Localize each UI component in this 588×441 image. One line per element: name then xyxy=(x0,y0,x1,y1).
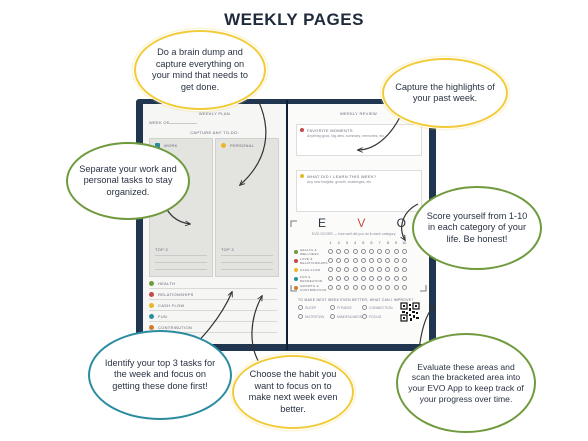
callout-highlights: Capture the highlights of your past week. xyxy=(382,58,508,128)
habit-label: FUN xyxy=(158,313,168,319)
week-of-label: WEEK OF xyxy=(149,120,170,125)
scale-number: 9 xyxy=(394,240,398,245)
habit-label: CASH FLOW xyxy=(158,302,185,308)
arrow-brain-dump xyxy=(240,100,266,185)
improve-option-label: CONNECTION xyxy=(369,305,393,310)
improve-option-label: MINDFULNESS xyxy=(336,314,363,319)
improve-option-label: NUTRITION xyxy=(305,314,325,319)
evo-letter-o: O xyxy=(396,216,408,230)
scale-number: 6 xyxy=(370,240,373,245)
scale-number: 2 xyxy=(337,240,340,245)
callout-separate: Separate your work and personal tasks to stay organized. xyxy=(66,142,190,220)
favorite-title: FAVORITE MOMENTS xyxy=(307,128,353,133)
category-label: HEALTH & WELLNESS xyxy=(300,247,319,256)
evo-hint: EVO SCORE — how well did you do in each category xyxy=(312,232,396,236)
scale-number: 3 xyxy=(345,240,348,245)
callout-habit: Choose the habit you want to focus on to make next week even better. xyxy=(232,355,354,429)
arrow-highlights xyxy=(358,117,400,150)
personal-label: PERSONAL xyxy=(230,143,255,148)
scale-number: 10 xyxy=(401,240,407,245)
improve-option-label: FOCUS xyxy=(369,314,382,319)
callout-brain-dump: Do a brain dump and capture everything on your mind that needs to get done. xyxy=(134,30,266,110)
improve-option-label: SLEEP xyxy=(305,305,317,310)
evo-letter-e: E xyxy=(318,216,329,230)
improve-label: TO MAKE NEXT WEEK EVEN BETTER, WHAT CAN I IMPROVE? xyxy=(298,298,414,302)
favorite-hint: Anything good, big wins, summary, memories, etc. xyxy=(307,134,385,138)
scale-number: 5 xyxy=(362,240,365,245)
arrow-habit xyxy=(252,296,262,364)
top3-left-label: TOP 3 xyxy=(155,247,168,252)
improve-option-label: FITNESS xyxy=(336,305,352,310)
category-label: CASH FLOW xyxy=(300,267,321,272)
habit-label: CONTRIBUTION xyxy=(158,324,193,330)
habit-label: RELATIONSHIPS xyxy=(158,291,194,297)
callout-top3: Identify your top 3 tasks for the week and focus on getting these done first! xyxy=(88,330,232,420)
capture-label: CAPTURE ANY TO-DO: xyxy=(190,130,239,135)
habit-label: HEALTH xyxy=(158,280,176,286)
callout-evaluate: Evaluate these areas and scan the bracketed area into your EVO App to keep track of your progress over time. xyxy=(396,333,536,433)
scale-number: 4 xyxy=(353,240,357,245)
top3-right-label: TOP 3 xyxy=(221,247,234,252)
scale-number: 7 xyxy=(378,240,381,245)
scale-number: 8 xyxy=(386,240,389,245)
weekly-plan-header: WEEKLY PLAN xyxy=(198,111,231,116)
work-label: WORK xyxy=(164,143,178,148)
scale-number: 1 xyxy=(329,240,332,245)
learn-title: WHAT DID I LEARN THIS WEEK? xyxy=(307,174,377,179)
page-title: WEEKLY PAGES xyxy=(224,10,364,29)
evo-letter-v: V xyxy=(357,216,368,230)
category-label: FUN & RECREATION xyxy=(300,274,323,283)
category-label: GROWTH & CONTRIBUTION xyxy=(300,283,327,292)
learn-hint: Any new insights, growth, challenges, etc. xyxy=(307,180,372,184)
category-label: LOVE & RELATIONSHIPS xyxy=(300,256,328,265)
weekly-review-header: WEEKLY REVIEW xyxy=(339,111,378,116)
callout-score: Score yourself from 1-10 in each category of your life. Be honest! xyxy=(412,186,542,270)
